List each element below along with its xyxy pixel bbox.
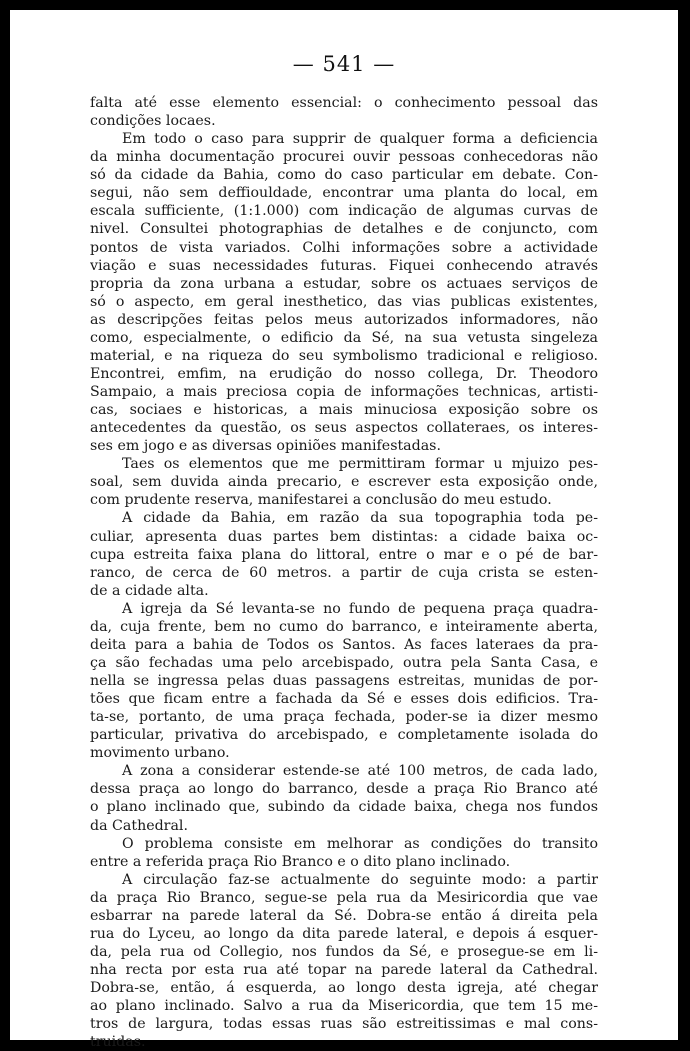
text-line: Em todo o caso para supprir de qualquer forma a deficiencia (122, 131, 598, 148)
text-line: com prudente reserva, manifestarei a conclusão do meu estudo. (90, 492, 552, 509)
text-line: entre a referida praça Rio Branco e o dito plano inclinado. (90, 853, 511, 870)
text-line: as descripções feitas pelos meus autorizados informadores, não (90, 311, 598, 328)
text-line: culiar, apresenta duas partes bem distintas: a cidade baixa oc- (90, 528, 598, 545)
text-line: da praça Rio Branco, segue-se pela rua da Mesiricordia que vae (90, 889, 598, 906)
text-line: movimento urbano. (90, 745, 230, 762)
text-line: ça são fechadas uma pelo arcebispado, outra pela Santa Casa, e (90, 654, 598, 671)
text-line: nivel. Consultei photographias de detalhes e de conjuncto, com (90, 221, 598, 238)
text-line: Sampaio, a mais preciosa copia de informações technicas, artisti- (90, 384, 598, 400)
text-line: pontos de vista variados. Colhi informações sobre a actividade (90, 239, 598, 256)
text-line: da, cuja frente, bem no cumo do barranco, e inteiramente aberta, (90, 618, 598, 635)
text-line: só o aspecto, em geral inesthetico, das vias publicas existentes, (90, 293, 598, 310)
text-line: segui, não sem deffiouldade, encontrar uma planta do local, em (90, 185, 598, 202)
text-line: esbarrar na parede lateral da Sé. Dobra-se então á direita pela (90, 907, 598, 924)
text-line: dessa praça ao longo do barranco, desde a praça Rio Branco até (90, 781, 598, 798)
text-line: da, pela rua od Collegio, nos fundos da Sé, e prosegue-se em li- (90, 943, 598, 960)
text-line: rua do Lyceu, ao longo da dita parede lateral, e depois á esquer- (90, 925, 598, 942)
text-line: material, e na riqueza do seu symbolismo tradicional e religioso. (90, 347, 598, 364)
text-line: tros de largura, todas essas ruas são estreitissimas e mal cons- (90, 1016, 598, 1033)
text-line: nha recta por esta rua até topar na parede lateral da Cathedral. (90, 962, 598, 978)
text-line: propria da zona urbana a estudar, sobre os actuaes serviços de (90, 275, 598, 292)
page-number: — 541 — (292, 52, 396, 76)
text-line: truidas. (90, 1034, 146, 1051)
text-line: viação e suas necessidades futuras. Fiquei conhecendo através (90, 257, 598, 274)
document-page (10, 10, 678, 1051)
text-line: o plano inclinado que, subindo da cidade baixa, chega nos fundos (90, 799, 598, 816)
text-line: A igreja da Sé levanta-se no fundo de pequena praça quadra- (122, 600, 598, 617)
body-text (90, 94, 598, 1051)
text-line: Dobra-se, então, á esquerda, ao longo desta igreja, até chegar (90, 980, 598, 997)
text-line: nella se ingressa pelas duas passagens estreitas, munidas de por- (90, 673, 598, 689)
text-line: ranco, de cerca de 60 metros. a partir de cuja crista se esten- (90, 564, 598, 581)
text-line: particular, privativa do arcebispado, e completamente isolada do (90, 727, 598, 744)
text-line: Taes os elementos que me permittiram formar u mjuizo pes- (122, 456, 598, 473)
text-line: ta-se, portanto, de uma praça fechada, poder-se ia dizer mesmo (90, 709, 598, 726)
text-line: tões que ficam entre a fachada da Sé e esses dois edificios. Tra- (90, 691, 598, 708)
text-line: deita para a bahia de Todos os Santos. As faces lateraes da pra- (90, 636, 598, 653)
text-line: A cidade da Bahia, em razão da sua topographia toda pe- (122, 510, 598, 527)
text-line: condições locaes. (90, 113, 216, 130)
text-line: só da cidade da Bahia, como do caso particular em debate. Con- (90, 167, 598, 184)
text-line: da Cathedral. (90, 817, 188, 834)
text-line: O problema consiste em melhorar as condições do transito (122, 835, 598, 852)
text-line: cas, sociaes e historicas, a mais minuciosa exposição sobre os (90, 402, 598, 419)
text-line: da minha documentação procurei ouvir pessoas conhecedoras não (90, 149, 598, 166)
text-line: soal, sem duvida ainda precario, e escrever esta exposição onde, (90, 474, 598, 491)
text-line: ao plano inclinado. Salvo a rua da Misericordia, que tem 15 me- (90, 998, 598, 1015)
text-line: A circulação faz-se actualmente do seguinte modo: a partir (122, 871, 598, 888)
text-line: falta até esse elemento essencial: o conhecimento pessoal das (90, 95, 598, 111)
text-line: antecedentes da questão, os seus aspectos collateraes, os interes- (90, 420, 598, 437)
text-line: cupa estreita faixa plana do littoral, entre o mar e o pé de bar- (90, 546, 598, 563)
text-line: como, especialmente, o edificio da Sé, na sua vetusta singeleza (90, 329, 598, 346)
text-line: Encontrei, emfim, na erudição do nosso collega, Dr. Theodoro (90, 365, 598, 382)
text-line: escala sufficiente, (1:1.000) com indicação de algumas curvas de (90, 203, 598, 220)
text-line: de a cidade alta. (90, 582, 209, 599)
text-line: ses em jogo e as diversas opiniões manifestadas. (90, 438, 441, 455)
text-line: A zona a considerar estende-se até 100 metros, de cada lado, (122, 763, 598, 780)
